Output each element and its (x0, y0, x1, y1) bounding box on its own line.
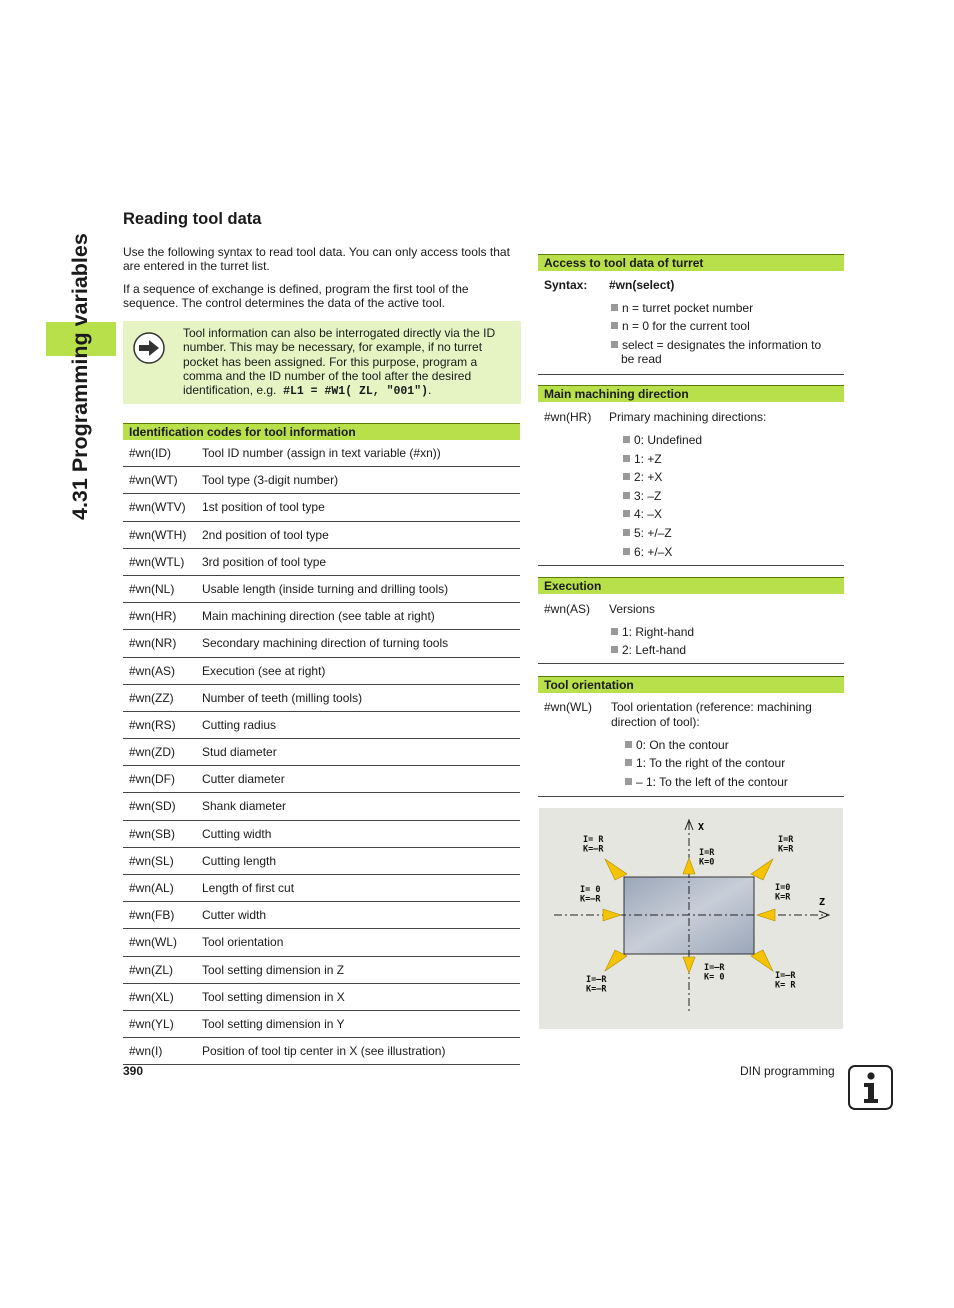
position-label: K= 0 (704, 972, 725, 983)
bullet-icon (623, 455, 630, 462)
orientation-code: #wn(WL) (544, 700, 593, 714)
list-item: 0: Undefined (623, 433, 702, 447)
table-row (123, 576, 520, 603)
code-cell: #wn(WL) (129, 935, 178, 950)
list-item: 2: Left-hand (611, 643, 686, 657)
description-cell: Shank diameter (202, 799, 287, 814)
id-table-title: Identification codes for tool information (123, 423, 520, 440)
code-cell: #wn(WT) (129, 473, 178, 488)
bullet-icon (623, 473, 630, 480)
code-cell: #wn(XL) (129, 989, 174, 1004)
note-text (183, 326, 515, 399)
position-label: K=–R (580, 894, 601, 905)
code-cell: #wn(ID) (129, 446, 172, 460)
list-item: 1: To the right of the contour (625, 756, 785, 770)
description-cell: Usable length (inside turning and drilling tools) (202, 581, 449, 596)
code-cell: #wn(DF) (129, 772, 176, 787)
description-cell: Tool ID number (assign in text variable (#xn)) (202, 446, 441, 460)
section-title: 4.31 Programming variables (68, 233, 92, 520)
execution-code: #wn(AS) (544, 602, 591, 616)
table-row (123, 712, 520, 739)
code-cell: #wn(ZL) (129, 962, 174, 977)
code-cell: #wn(AS) (129, 663, 176, 678)
list-item: 0: On the contour (625, 738, 729, 752)
code-cell: #wn(SL) (129, 853, 174, 868)
table-row (123, 522, 520, 549)
table-row (123, 630, 520, 657)
position-label: K= R (775, 980, 796, 991)
description-cell: Cutting length (202, 853, 277, 868)
orientation-desc: Tool orientation (reference: machining direction of tool): (611, 700, 812, 729)
description-cell: Secondary machining direction of turning tools (202, 636, 449, 651)
code-cell: #wn(AL) (129, 881, 174, 895)
divider (538, 565, 844, 566)
position-label: K=–R (586, 984, 607, 995)
code-cell: #wn(HR) (129, 609, 177, 624)
table-row (123, 848, 520, 875)
bullet-icon (611, 304, 618, 311)
position-label: K=0 (699, 857, 715, 868)
description-cell: 1st position of tool type (202, 500, 325, 515)
table-row (123, 929, 520, 956)
position-label: I=R (699, 848, 715, 858)
syntax-label: Syntax: (544, 278, 588, 292)
table-row (123, 875, 520, 902)
code-cell: #wn(SB) (129, 826, 176, 841)
direction-table-title: Main machining direction (538, 385, 844, 402)
description-cell: Cutting width (202, 826, 272, 841)
tool-tip-diagram-svg (539, 808, 843, 1029)
chapter-name: DIN programming (740, 1064, 835, 1078)
list-item: – 1: To the left of the contour (625, 775, 788, 789)
table-row (123, 902, 520, 929)
table-row (123, 984, 520, 1011)
position-label: K=–R (583, 844, 604, 855)
table-row (123, 467, 520, 494)
direction-desc: Primary machining directions: (609, 410, 767, 424)
axis-x-label: X (698, 822, 705, 833)
code-cell: #wn(WTL) (129, 554, 185, 569)
tool-tip-marker (603, 909, 621, 921)
table-row (123, 1011, 520, 1038)
table-row (123, 1038, 520, 1065)
bullet-icon (625, 759, 632, 766)
info-icon (848, 1065, 893, 1110)
turret-table-title: Access to tool data of turret (538, 254, 844, 271)
code-cell: #wn(RS) (129, 717, 176, 732)
position-label: I=0 (775, 883, 791, 893)
note-line: Tool information can also be interrogated directly via the ID (183, 326, 496, 340)
tool-tip-marker (683, 858, 695, 874)
description-cell: Execution (see at right) (202, 663, 326, 678)
note-prefix: identification, e.g. (183, 383, 277, 398)
code-cell: #wn(SD) (129, 799, 176, 814)
axis-z-label: Z (819, 897, 826, 908)
divider (538, 796, 844, 797)
list-item: 5: +/–Z (623, 526, 672, 540)
table-row (123, 685, 520, 712)
table-row (123, 494, 520, 521)
syntax-value: #wn(select) (609, 278, 675, 292)
description-cell: Cutting radius (202, 717, 277, 732)
id-codes-table (123, 423, 520, 1065)
bullet-icon (623, 510, 630, 517)
z-axis-arrow-icon (819, 911, 829, 919)
page-number: 390 (123, 1064, 144, 1078)
note-line: identification, e.g. #L1 = #W1( ZL, "001"). (183, 383, 432, 399)
bullet-icon (611, 341, 618, 348)
table-row (123, 766, 520, 793)
list-item: n = 0 for the current tool (611, 319, 750, 333)
bullet-icon (623, 492, 630, 499)
tool-tip-diagram (539, 808, 843, 1029)
code-cell: #wn(ZD) (129, 745, 176, 760)
arrow-right-icon (132, 331, 166, 365)
orientation-table (538, 676, 844, 798)
page-heading: Reading tool data (123, 210, 262, 228)
execution-table (538, 577, 844, 665)
table-row (123, 440, 520, 467)
execution-desc: Versions (609, 602, 656, 616)
table-row (123, 957, 520, 984)
description-cell: 3rd position of tool type (202, 554, 327, 569)
list-item-cont: be read (621, 352, 662, 366)
description-cell: Main machining direction (see table at right) (202, 609, 435, 624)
intro-paragraph-1: Use the following syntax to read tool data. You can only access tools that are entered in the turret list. (123, 245, 510, 273)
list-item: 4: –X (623, 507, 662, 521)
table-row (123, 603, 520, 630)
description-cell: Position of tool tip center in X (see illustration) (202, 1044, 446, 1059)
position-label: I= 0 (580, 885, 601, 895)
description-cell: Tool type (3-digit number) (202, 473, 339, 488)
list-item: 3: –Z (623, 489, 661, 503)
code-cell: #wn(I) (129, 1044, 163, 1059)
list-item: 6: +/–X (623, 545, 672, 559)
description-cell: Tool setting dimension in Y (202, 1016, 345, 1031)
code-cell: #wn(ZZ) (129, 690, 174, 705)
description-cell: Stud diameter (202, 745, 277, 760)
bullet-icon (623, 436, 630, 443)
list-item: 2: +X (623, 470, 662, 484)
position-label: I=–R (704, 963, 725, 973)
position-label: I=R (778, 835, 794, 845)
note-line: number. This may be necessary, for example, if no turret (183, 340, 483, 355)
turret-table (538, 254, 844, 376)
code-cell: #wn(FB) (129, 908, 175, 923)
description-cell: Cutter diameter (202, 772, 285, 787)
orientation-table-title: Tool orientation (538, 676, 844, 693)
list-item: n = turret pocket number (611, 301, 753, 315)
position-label: I=–R (586, 975, 607, 985)
list-item: select = designates the information to (611, 338, 821, 352)
bullet-icon (623, 548, 630, 555)
code-cell: #wn(WTV) (129, 500, 186, 515)
divider (538, 374, 844, 375)
table-row (123, 739, 520, 766)
table-row (123, 658, 520, 685)
position-label: I=–R (775, 971, 796, 981)
tool-tip-marker (757, 909, 775, 921)
tool-tip-marker (683, 957, 695, 973)
description-cell: Tool orientation (202, 935, 284, 950)
bullet-icon (611, 322, 618, 329)
bullet-icon (625, 741, 632, 748)
description-cell: Length of first cut (202, 881, 295, 895)
description-cell: 2nd position of tool type (202, 527, 329, 542)
code-cell: #wn(NL) (129, 581, 175, 596)
execution-table-title: Execution (538, 577, 844, 594)
description-cell: Number of teeth (milling tools) (202, 690, 363, 705)
description-cell: Cutter width (202, 908, 267, 923)
note-line: comma and the ID number of the tool after the desired (183, 368, 472, 383)
list-item: 1: Right-hand (611, 625, 694, 639)
bullet-icon (611, 628, 618, 635)
table-row (123, 549, 520, 576)
note-code: #L1 = #W1( ZL, "001") (283, 385, 429, 399)
position-label: K=R (775, 892, 791, 903)
bullet-icon (623, 529, 630, 536)
description-cell: Tool setting dimension in Z (202, 962, 345, 977)
bullet-icon (625, 778, 632, 785)
description-cell: Tool setting dimension in X (202, 989, 345, 1004)
table-row (123, 793, 520, 820)
position-label: K=R (778, 844, 794, 855)
position-label: I= R (583, 835, 604, 845)
intro-paragraph-2: If a sequence of exchange is defined, program the first tool of the sequence. The control determines the data of the active tool. (123, 282, 469, 310)
divider (538, 663, 844, 664)
bullet-icon (611, 646, 618, 653)
code-cell: #wn(NR) (129, 636, 177, 651)
direction-table (538, 385, 844, 567)
table-row (123, 821, 520, 848)
note-line: pocket has been assigned. For this purpose, program a (183, 354, 478, 369)
direction-code: #wn(HR) (544, 410, 592, 424)
code-cell: #wn(YL) (129, 1016, 174, 1031)
list-item: 1: +Z (623, 452, 662, 466)
code-cell: #wn(WTH) (129, 527, 187, 542)
